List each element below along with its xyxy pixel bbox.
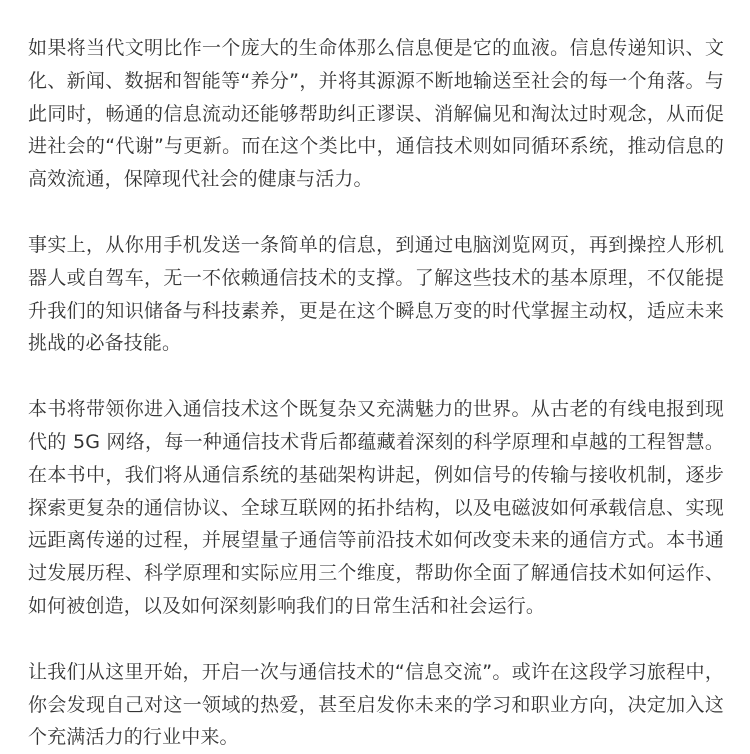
paragraph-4: 让我们从这里开始，开启一次与通信技术的“信息交流”。或许在这段学习旅程中，你会发现自己对这一领域的热爱，甚至启发你未来的学习和职业方向，决定加入这个充满活力的行业中来。 <box>28 660 724 749</box>
paragraph-2: 事实上，从你用手机发送一条简单的信息，到通过电脑浏览网页，再到操控人形机器人或自驾车，无一不依赖通信技术的支撑。了解这些技术的基本原理，不仅能提升我们的知识储备与科技素养，更是在这个瞬息万变的时代掌握主动权，适应未来挑战的必备技能。 <box>28 233 724 355</box>
paragraph-3: 本书将带领你进入通信技术这个既复杂又充满魅力的世界。从古老的有线电报到现代的 5G 网络，每一种通信技术背后都蕴藏着深刻的科学原理和卓越的工程智慧。在本书中，我们将从通信系统的基础架构讲起，例如信号的传输与接收机制，逐步探索更复杂的通信协议、全球互联网的拓扑结构，以及电磁波如何承载信息、实现远距离传递的过程，并展望量子通信等前沿技术如何改变未来的通信方式。本书通过发展历程、科学原理和实际应用三个维度，帮助你全面了解通信技术如何运作、如何被创造，以及如何深刻影响我们的日常生活和社会运行。 <box>28 398 724 617</box>
paragraph-1: 如果将当代文明比作一个庞大的生命体那么信息便是它的血液。信息传递知识、文化、新闻、数据和智能等“养分”，并将其源源不断地输送至社会的每一个角落。与此同时，畅通的信息流动还能够帮助纠正谬误、消解偏见和淘汰过时观念，从而促进社会的“代谢”与更新。而在这个类比中，通信技术则如同循环系统，推动信息的高效流通，保障现代社会的健康与活力。 <box>28 37 724 191</box>
document-body <box>28 32 724 754</box>
